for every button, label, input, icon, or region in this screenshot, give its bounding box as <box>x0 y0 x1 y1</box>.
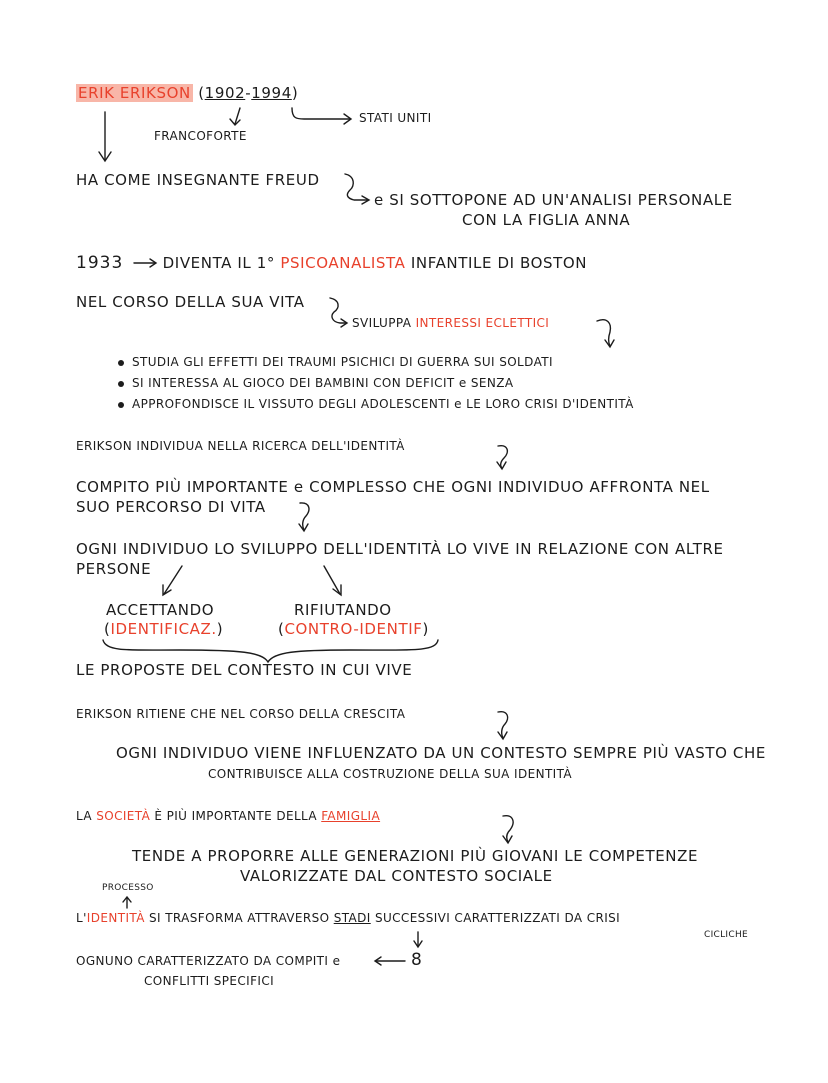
transforms: SI TRASFORMA ATTRAVERSO <box>149 911 330 925</box>
influence-line-2: CONTRIBUISCE ALLA COSTRUZIONE DELLA SUA IDENTITÀ <box>208 767 573 781</box>
society-line <box>76 810 380 822</box>
year-sep: - <box>245 84 252 102</box>
identity-line: ERIKSON INDIVIDUA NELLA RICERCA DELL'IDENTITÀ <box>76 439 405 453</box>
context-line: LE PROPOSTE DEL CONTESTO IN CUI VIVE <box>76 661 413 679</box>
boston-post: INFANTILE DI BOSTON <box>410 254 588 272</box>
accept-note: (IDENTIFICAZ.) <box>104 620 224 638</box>
interests-intro: NEL CORSO DELLA SUA VITA <box>76 293 305 311</box>
identita: IDENTITÀ <box>86 911 145 925</box>
bullet-3 <box>118 398 634 410</box>
bullet-text: APPROFONDISCE IL VISSUTO DEGLI ADOLESCENTI e LE LORO CRISI D'IDENTITÀ <box>132 397 634 411</box>
analysis-line-1: e SI SOTTOPONE AD UN'ANALISI PERSONALE <box>374 191 733 209</box>
tends-line-2: VALORIZZATE DAL CONTESTO SOCIALE <box>240 867 553 885</box>
each-line-2: CONFLITTI SPECIFICI <box>144 974 275 988</box>
death-year: 1994 <box>251 84 292 102</box>
refuse-note: (CONTRO-IDENTIF) <box>278 620 429 638</box>
bullet-dot <box>118 360 124 366</box>
societa: SOCIETÀ <box>96 809 151 823</box>
famiglia: FAMIGLIA <box>321 809 381 823</box>
stages-line <box>76 912 620 924</box>
bullet-text: STUDIA GLI EFFETTI DEI TRAUMI PSICHICI DI GUERRA SUI SOLDATI <box>132 355 553 369</box>
bullet-1 <box>118 356 553 368</box>
rifiutando: RIFIUTANDO <box>294 601 392 619</box>
stages-pre: L' <box>76 911 87 925</box>
country: STATI UNITI <box>359 111 432 125</box>
relation-line-2: PERSONE <box>76 560 152 578</box>
year-open: ( <box>198 84 205 102</box>
identificaz: IDENTIFICAZ. <box>110 620 217 638</box>
freud-line: HA COME INSEGNANTE FREUD <box>76 171 320 189</box>
stages-count: 8 <box>411 950 423 970</box>
task-line-2: SUO PERCORSO DI VITA <box>76 498 266 516</box>
year-close: ) <box>291 84 299 102</box>
psicoanalista: PSICOANALISTA <box>280 254 406 272</box>
bullet-2 <box>118 377 513 389</box>
tends-line-1: TENDE A PROPORRE ALLE GENERAZIONI PIÙ GIOVANI LE COMPETENZE <box>132 847 699 865</box>
stages-post: SUCCESSIVI CARATTERIZZATI DA CRISI <box>374 911 621 925</box>
cicliche-label: CICLICHE <box>704 930 749 940</box>
interests-line <box>352 317 549 329</box>
influence-line-1: OGNI INDIVIDUO VIENE INFLUENZATO DA UN CONTESTO SEMPRE PIÙ VASTO CHE <box>116 744 766 762</box>
processo-label: PROCESSO <box>102 883 154 893</box>
birthplace: FRANCOFORTE <box>154 129 247 143</box>
develops: SVILUPPA <box>352 316 412 330</box>
growth-line: ERIKSON RITIENE CHE NEL CORSO DELLA CRESCITA <box>76 707 406 721</box>
task-line-1: COMPITO PIÙ IMPORTANTE e COMPLESSO CHE OGNI INDIVIDUO AFFRONTA NEL <box>76 478 710 496</box>
boston-line <box>76 255 587 272</box>
bullet-dot <box>118 381 124 387</box>
bullet-dot <box>118 402 124 408</box>
each-line-1: OGNUNO CARATTERIZZATO DA COMPITI e <box>76 954 341 968</box>
stadi: STADI <box>333 911 371 925</box>
title-line <box>76 86 298 101</box>
bullet-text: SI INTERESSA AL GIOCO DEI BAMBINI CON DEFICIT e SENZA <box>132 376 514 390</box>
birth-year: 1902 <box>204 84 246 102</box>
analysis-line-2: CON LA FIGLIA ANNA <box>462 211 631 229</box>
interessi-eclettici: INTERESSI ECLETTICI <box>415 316 550 330</box>
relation-line-1: OGNI INDIVIDUO LO SVILUPPO DELL'IDENTITÀ LO VIVE IN RELAZIONE CON ALTRE <box>76 540 724 558</box>
contro-identif: CONTRO-IDENTIF <box>284 620 423 638</box>
author-name: ERIK ERIKSON <box>78 84 191 102</box>
boston-pre: DIVENTA IL 1° <box>162 254 275 272</box>
society-mid: È PIÙ IMPORTANTE DELLA <box>154 809 318 823</box>
society-pre: LA <box>76 809 92 823</box>
year-1933: 1933 <box>76 253 124 273</box>
accettando: ACCETTANDO <box>106 601 215 619</box>
